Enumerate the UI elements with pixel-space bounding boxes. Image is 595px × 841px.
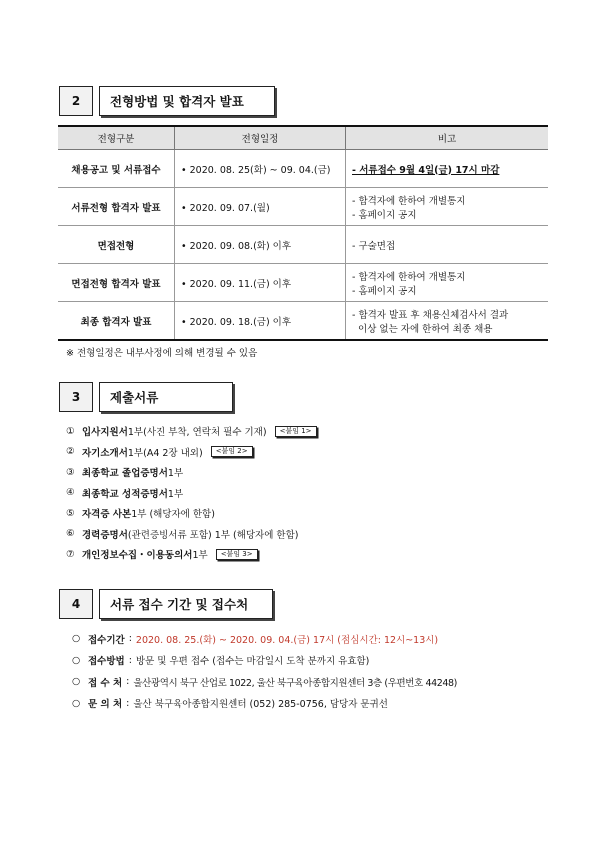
- list-item: [66, 462, 317, 483]
- note-line: - 서류접수 9월 4일(금) 17시 마감: [352, 164, 500, 176]
- document-detail: 1부 (해당자에 한함): [131, 509, 215, 521]
- section-3-heading: [59, 382, 233, 412]
- document-detail: 1부: [167, 468, 184, 480]
- table-row: [58, 264, 548, 302]
- section-number: 3: [59, 382, 93, 412]
- info-value: 2020. 08. 25.(화) ~ 2020. 09. 04.(금) 17시 (점심시간: 12시~13시): [135, 634, 439, 646]
- item-marker: ①: [66, 425, 75, 437]
- date-cell: • 2020. 09. 11.(금) 이후: [175, 264, 346, 302]
- colon: :: [126, 697, 130, 709]
- colon: :: [126, 676, 130, 688]
- document-detail: 1부: [167, 488, 184, 500]
- list-item: [72, 650, 457, 672]
- attachment-tag: <붙임 1>: [275, 426, 317, 437]
- stage-cell: 서류전형 합격자 발표: [58, 188, 175, 226]
- section-title: 서류 접수 기간 및 접수처: [99, 589, 273, 619]
- note-line: - 합격자 발표 후 채용신체검사서 결과: [352, 309, 509, 321]
- note-line: - 구술면접: [352, 240, 396, 252]
- notes-cell: [346, 188, 549, 226]
- table-row: [58, 188, 548, 226]
- section-number: 2: [59, 86, 93, 116]
- info-value: 방문 및 우편 접수 (접수는 마감일시 도착 분까지 유효함): [135, 656, 370, 668]
- date-cell: • 2020. 09. 08.(화) 이후: [175, 226, 346, 264]
- list-item: [72, 671, 457, 693]
- info-label: 접수기간: [88, 634, 125, 646]
- list-item: [66, 483, 317, 504]
- list-item: [66, 442, 317, 463]
- info-value: 울산 북구육아종합지원센터 (052) 285-0756, 담당자 문귀선: [133, 699, 388, 711]
- section-2-heading: [59, 86, 275, 116]
- stage-cell: 채용공고 및 서류접수: [58, 150, 175, 188]
- list-item: [66, 524, 317, 545]
- info-label: 접 수 처: [88, 677, 123, 689]
- note-line: - 홈페이지 공지: [352, 285, 417, 297]
- document-name: 입사지원서: [82, 427, 128, 439]
- section-title: 전형방법 및 합격자 발표: [99, 86, 275, 116]
- document-name: 최종학교 성적증명서: [82, 488, 168, 500]
- attachment-tag: <붙임 3>: [216, 549, 258, 560]
- stage-cell: 면접전형: [58, 226, 175, 264]
- table-header-row: [58, 126, 548, 150]
- info-value: 울산광역시 북구 산업로 1022, 울산 북구육아종합지원센터 3층 (우편번호 44248): [133, 677, 457, 689]
- document-name: 최종학교 졸업증명서: [82, 468, 168, 480]
- item-marker: ⑤: [66, 507, 75, 519]
- attachment-tag: <붙임 2>: [211, 446, 253, 457]
- circle-bullet-icon: ○: [72, 676, 81, 688]
- list-item: [72, 628, 457, 650]
- note-line: - 홈페이지 공지: [352, 209, 417, 221]
- item-marker: ⑦: [66, 548, 75, 560]
- list-item: [66, 421, 317, 442]
- schedule-note: ※ 전형일정은 내부사정에 의해 변경될 수 있음: [66, 348, 258, 359]
- section-4-heading: [59, 589, 273, 619]
- circle-bullet-icon: ○: [72, 654, 81, 666]
- stage-cell: 최종 합격자 발표: [58, 302, 175, 341]
- documents-list: [66, 421, 317, 565]
- notes-cell: [346, 264, 549, 302]
- notes-cell: [346, 302, 549, 341]
- column-header: 전형일정: [175, 126, 346, 150]
- list-item: [66, 544, 317, 565]
- table-row: [58, 226, 548, 264]
- item-marker: ⑥: [66, 528, 75, 540]
- item-marker: ③: [66, 466, 75, 478]
- info-label: 접수방법: [88, 656, 125, 668]
- document-name: 자격증 사본: [82, 509, 132, 521]
- document-detail: 1부: [192, 550, 208, 562]
- item-marker: ②: [66, 446, 75, 458]
- document-name: 경력증명서: [82, 529, 128, 541]
- note-line: - 합격자에 한하여 개별통지: [352, 195, 466, 207]
- date-cell: • 2020. 08. 25(화) ~ 09. 04.(금): [175, 150, 346, 188]
- item-marker: ④: [66, 487, 75, 499]
- colon: :: [128, 633, 132, 645]
- table-row: [58, 150, 548, 188]
- section-number: 4: [59, 589, 93, 619]
- stage-cell: 면접전형 합격자 발표: [58, 264, 175, 302]
- note-line: - 합격자에 한하여 개별통지: [352, 271, 466, 283]
- document-name: 개인정보수집・이용동의서: [82, 550, 193, 562]
- notes-cell: [346, 150, 549, 188]
- info-label: 문 의 처: [88, 699, 123, 711]
- colon: :: [128, 654, 132, 666]
- column-header: 전형구분: [58, 126, 175, 150]
- document-detail: (관련증빙서류 포함) 1부 (해당자에 한함): [127, 529, 299, 541]
- section-title: 제출서류: [99, 382, 233, 412]
- notes-cell: [346, 226, 549, 264]
- document-detail: 1부(사진 부착, 연락처 필수 기재): [127, 427, 267, 439]
- circle-bullet-icon: ○: [72, 697, 81, 709]
- document-name: 자기소개서: [82, 447, 128, 459]
- date-cell: • 2020. 09. 18.(금) 이후: [175, 302, 346, 341]
- circle-bullet-icon: ○: [72, 633, 81, 645]
- list-item: [72, 693, 457, 715]
- date-cell: • 2020. 09. 07.(월): [175, 188, 346, 226]
- document-detail: 1부(A4 2장 내외): [127, 447, 203, 459]
- table-row: [58, 302, 548, 341]
- submission-info: [72, 628, 457, 714]
- note-line: 이상 없는 자에 한하여 최종 채용: [352, 323, 493, 335]
- schedule-table: [58, 125, 548, 341]
- column-header: 비고: [346, 126, 549, 150]
- list-item: [66, 503, 317, 524]
